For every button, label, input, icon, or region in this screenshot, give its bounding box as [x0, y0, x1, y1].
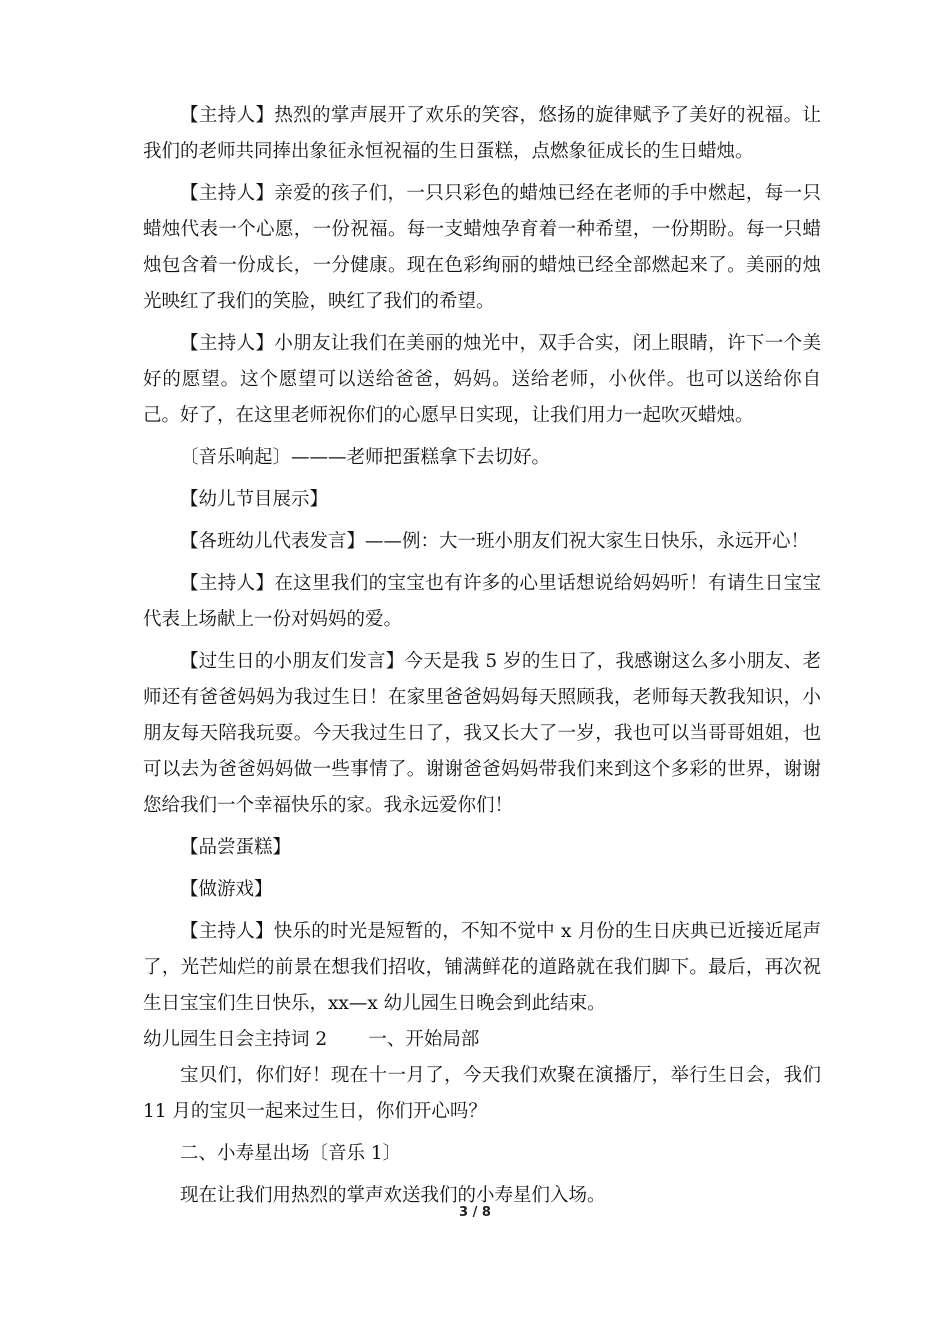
section-heading — [143, 1022, 821, 1058]
paragraph: 〔音乐响起〕———老师把蛋糕拿下去切好。 — [180, 447, 551, 468]
paragraph: 【主持人】快乐的时光是短暂的，不知不觉中 x 月份的生日庆典已近接近尾声了，光芒灿烂的前景在想我们招收，铺满鲜花的道路就在我们脚下。最后，再次祝生日宝宝们生日快乐，xx—x 幼儿园生日晚会到此结束。 — [143, 921, 821, 1014]
paragraph: 【主持人】在这里我们的宝宝也有许多的心里话想说给妈妈听！有请生日宝宝代表上场献上一份对妈妈的爱。 — [143, 573, 821, 630]
page-number — [0, 1205, 950, 1220]
paragraph: 【主持人】亲爱的孩子们，一只只彩色的蜡烛已经在老师的手中燃起，每一只蜡烛代表一个心愿，一份祝福。每一支蜡烛孕育着一种希望，一份期盼。每一只蜡烛包含着一份成长，一分健康。现在色彩绚丽的蜡烛已经全部燃起来了。美丽的烛光映红了我们的笑脸，映红了我们的希望。 — [143, 183, 821, 312]
page-separator: / — [472, 1205, 478, 1220]
paragraph: 【各班幼儿代表发言】——例：大一班小朋友们祝大家生日快乐，永远开心！ — [180, 531, 810, 552]
section-part-label: 一、开始局部 — [368, 1029, 480, 1050]
paragraph: 二、小寿星出场〔音乐 1〕 — [180, 1143, 402, 1164]
page-current: 3 — [459, 1205, 469, 1220]
paragraph: 【主持人】热烈的掌声展开了欢乐的笑容，悠扬的旋律赋予了美好的祝福。让我们的老师共同捧出象征永恒祝福的生日蛋糕，点燃象征成长的生日蜡烛。 — [143, 105, 821, 162]
page-total: 8 — [481, 1205, 491, 1220]
section-title: 幼儿园生日会主持词 2 — [143, 1029, 328, 1050]
paragraph: 【过生日的小朋友们发言】今天是我 5 岁的生日了，我感谢这么多小朋友、老师还有爸爸妈妈为我过生日！在家里爸爸妈妈每天照顾我，老师每天教我知识，小朋友每天陪我玩耍。今天我过生日了，我又长大了一岁，我也可以当哥哥姐姐，也可以去为爸爸妈妈做一些事情了。谢谢爸爸妈妈带我们来到这个多彩的世界，谢谢您给我们一个幸福快乐的家。我永远爱你们！ — [143, 651, 821, 816]
paragraph: 【幼儿节目展示】 — [180, 489, 329, 510]
paragraph: 【主持人】小朋友让我们在美丽的烛光中，双手合实，闭上眼睛，许下一个美好的愿望。这个愿望可以送给爸爸，妈妈。送给老师，小伙伴。也可以送给你自己。好了，在这里老师祝你们的心愿早日实现，让我们用力一起吹灭蜡烛。 — [143, 333, 821, 426]
paragraph: 【品尝蛋糕】 — [180, 837, 292, 858]
paragraph: 现在让我们用热烈的掌声欢送我们的小寿星们入场。 — [180, 1185, 606, 1206]
paragraph: 宝贝们，你们好！现在十一月了，今天我们欢聚在演播厅，举行生日会，我们 11 月的宝贝一起来过生日，你们开心吗？ — [143, 1065, 821, 1122]
paragraph: 【做游戏】 — [180, 879, 273, 900]
document-body — [143, 98, 821, 1214]
